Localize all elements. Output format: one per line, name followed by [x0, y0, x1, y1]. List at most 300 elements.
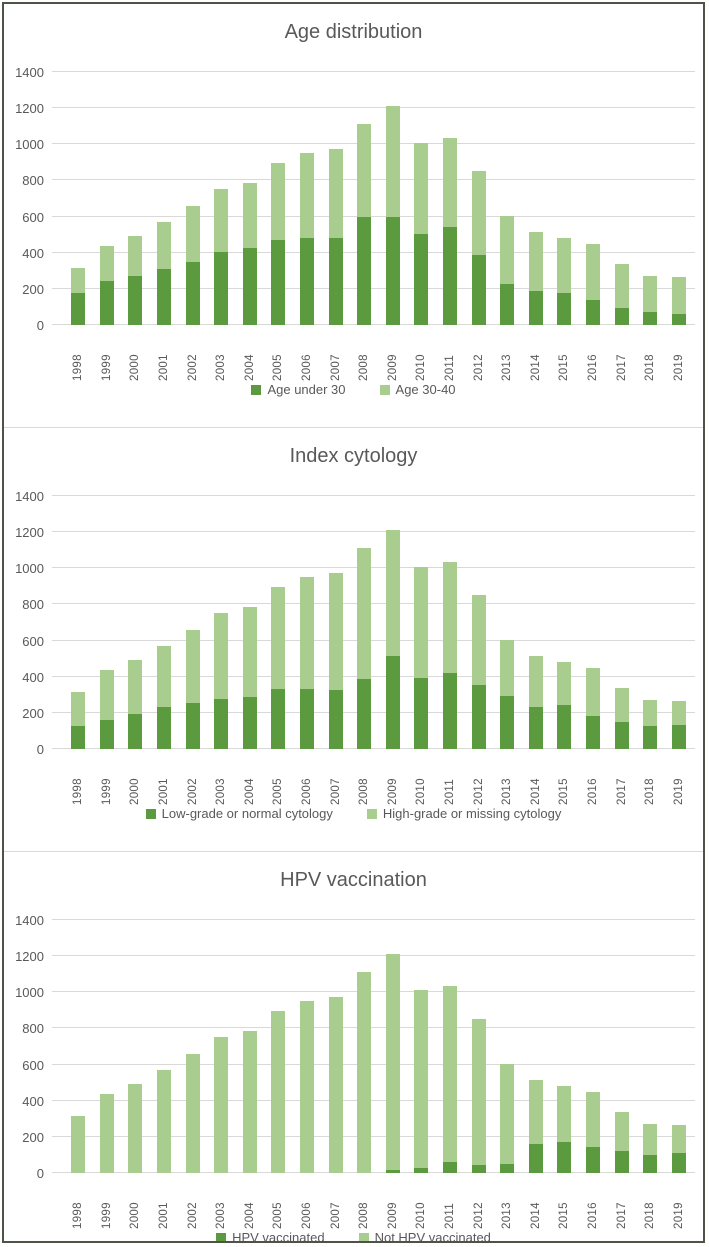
stacked-bar [643, 700, 657, 749]
bar-segment [586, 1092, 600, 1147]
x-axis-label: 2017 [615, 354, 628, 381]
bar-segment [100, 1094, 114, 1174]
x-axis-label: 2004 [243, 1202, 256, 1229]
bar-segment [529, 656, 543, 708]
y-axis-label: 1000 [15, 137, 44, 153]
stacked-bar [586, 1092, 600, 1173]
bar-segment [243, 183, 257, 248]
stacked-bar [586, 244, 600, 325]
bar-segment [672, 314, 686, 325]
x-axis-label: 2006 [301, 1202, 314, 1229]
bar-segment [472, 1165, 486, 1173]
x-axis-tick [664, 325, 693, 381]
bar-segment [300, 577, 314, 689]
stacked-bar [214, 613, 228, 749]
bar-segment [329, 690, 343, 749]
x-axis-label: 2017 [615, 1202, 628, 1229]
legend-item [216, 1230, 325, 1243]
bar-segment [443, 562, 457, 673]
x-axis-tick [636, 325, 665, 381]
x-axis-label: 2013 [501, 778, 514, 805]
chart-panel-hpv-vaccination [4, 866, 703, 1243]
bar-segment [214, 252, 228, 325]
bar-column [436, 562, 465, 749]
bar-segment [128, 660, 142, 714]
x-axis-tick [607, 325, 636, 381]
y-axis-label: 1000 [15, 561, 44, 577]
stacked-bar [100, 246, 114, 326]
stacked-bar [643, 276, 657, 325]
x-axis-tick [436, 749, 465, 805]
legend-swatch-icon [380, 385, 390, 395]
bar-column [664, 701, 693, 749]
bar-segment [186, 630, 200, 703]
bar-segment [271, 689, 285, 749]
y-axis [4, 913, 52, 1181]
stacked-bar [300, 1001, 314, 1173]
stacked-bar [71, 268, 85, 325]
bar-segment [500, 1064, 514, 1164]
x-axis-label: 2006 [301, 354, 314, 381]
y-axis-label: 800 [22, 597, 44, 613]
bar-segment [557, 293, 571, 325]
x-axis-label: 1998 [72, 1202, 85, 1229]
x-axis-label: 2006 [301, 778, 314, 805]
x-axis-tick [407, 325, 436, 381]
x-axis-tick [236, 749, 265, 805]
x-axis-label: 2019 [672, 778, 685, 805]
x-axis-tick [293, 749, 322, 805]
x-axis-label: 2011 [444, 355, 457, 381]
y-axis-label: 200 [22, 281, 44, 297]
bar-segment [414, 234, 428, 325]
bar-segment [672, 1125, 686, 1153]
bar-column [321, 573, 350, 749]
stacked-bar [157, 1070, 171, 1173]
bar-segment [300, 1001, 314, 1173]
x-axis-label: 2018 [644, 778, 657, 805]
x-axis-tick [464, 749, 493, 805]
x-axis [52, 749, 703, 805]
bar-column [321, 997, 350, 1173]
bar-column [121, 1084, 150, 1173]
stacked-bar [357, 548, 371, 749]
bar-segment [557, 1086, 571, 1142]
bar-column [550, 238, 579, 325]
bar-segment [414, 678, 428, 749]
x-axis-tick [522, 1173, 551, 1229]
bar-segment [157, 222, 171, 269]
bar-segment [500, 216, 514, 285]
bar-column [464, 1019, 493, 1173]
x-axis-tick [636, 749, 665, 805]
y-axis-label: 1200 [15, 525, 44, 541]
bar-column [178, 630, 207, 749]
x-axis-label: 2015 [558, 778, 571, 805]
x-axis-label: 1998 [72, 778, 85, 805]
x-axis-label: 1998 [72, 354, 85, 381]
bar-column [407, 990, 436, 1173]
y-axis-label: 0 [36, 1166, 44, 1181]
bar-column [407, 567, 436, 750]
y-axis-label: 0 [36, 742, 44, 757]
x-axis-tick [464, 325, 493, 381]
bar-segment [357, 217, 371, 325]
stacked-bar [529, 1080, 543, 1173]
x-axis-tick [464, 1173, 493, 1229]
bar-column [293, 153, 322, 325]
bar-column [379, 954, 408, 1173]
x-axis-tick [293, 325, 322, 381]
stacked-bar [128, 236, 142, 325]
x-axis-label: 2003 [215, 354, 228, 381]
bar-column [121, 236, 150, 325]
stacked-bar [157, 222, 171, 325]
x-axis-tick [64, 325, 93, 381]
x-axis-tick [493, 749, 522, 805]
stacked-bar [414, 143, 428, 326]
stacked-bar [128, 1084, 142, 1173]
bar-segment [214, 1037, 228, 1173]
stacked-bar [414, 990, 428, 1173]
bar-segment [357, 548, 371, 679]
y-axis-label: 400 [22, 245, 44, 261]
bar-segment [157, 1070, 171, 1173]
bar-column [379, 530, 408, 749]
x-axis-tick [664, 1173, 693, 1229]
x-axis-label: 2008 [358, 1202, 371, 1229]
bar-segment [243, 248, 257, 325]
x-axis-tick [264, 325, 293, 381]
legend-item [146, 806, 333, 821]
x-axis-tick [407, 1173, 436, 1229]
x-axis-label: 2013 [501, 354, 514, 381]
bar-segment [500, 284, 514, 325]
stacked-bar [529, 232, 543, 325]
x-axis-label: 2010 [415, 1202, 428, 1229]
y-axis-label: 400 [22, 669, 44, 685]
legend-item [380, 382, 456, 397]
y-axis-label: 1200 [15, 949, 44, 965]
chart-legend [4, 806, 703, 821]
x-axis-label: 2012 [472, 354, 485, 381]
plot-area [52, 920, 695, 1173]
x-axis-tick [607, 1173, 636, 1229]
x-axis-tick [350, 1173, 379, 1229]
bar-segment [300, 153, 314, 238]
bar-segment [71, 268, 85, 293]
bar-segment [643, 726, 657, 749]
bar-segment [71, 692, 85, 726]
bars-container [64, 72, 693, 325]
bar-segment [557, 705, 571, 749]
stacked-bar [357, 124, 371, 325]
bar-segment [100, 720, 114, 749]
x-axis-label: 2003 [215, 1202, 228, 1229]
x-axis-tick [350, 325, 379, 381]
bar-segment [100, 281, 114, 325]
stacked-bar [71, 692, 85, 749]
stacked-bar [615, 264, 629, 325]
stacked-bar [500, 216, 514, 325]
x-axis-tick [93, 325, 122, 381]
x-axis-tick [207, 325, 236, 381]
bar-segment [243, 697, 257, 749]
stacked-bar [243, 607, 257, 749]
bar-column [636, 276, 665, 325]
bar-column [150, 222, 179, 325]
bar-segment [557, 1142, 571, 1173]
bar-segment [357, 679, 371, 749]
x-axis-label: 2008 [358, 778, 371, 805]
stacked-bar [329, 573, 343, 749]
stacked-bar [300, 577, 314, 749]
bar-segment [615, 722, 629, 749]
bar-column [121, 660, 150, 749]
bar-segment [414, 1168, 428, 1173]
bar-segment [472, 685, 486, 749]
bar-segment [529, 232, 543, 291]
x-axis-label: 2000 [129, 778, 142, 805]
x-axis-tick [493, 1173, 522, 1229]
x-axis [52, 325, 703, 381]
y-axis [4, 489, 52, 757]
y-axis-label: 1000 [15, 985, 44, 1001]
y-axis-label: 400 [22, 1093, 44, 1109]
x-axis-label: 2013 [501, 1202, 514, 1229]
bar-segment [214, 189, 228, 252]
stacked-bar [128, 660, 142, 749]
x-axis-label: 2004 [243, 778, 256, 805]
bar-segment [615, 688, 629, 722]
x-axis-label: 2008 [358, 354, 371, 381]
x-axis-label: 2012 [472, 1202, 485, 1229]
bar-column [464, 595, 493, 749]
bar-segment [443, 227, 457, 325]
bar-column [522, 656, 551, 749]
bar-segment [271, 163, 285, 240]
x-axis-tick [550, 749, 579, 805]
x-axis-label: 2010 [415, 778, 428, 805]
bar-segment [643, 1124, 657, 1155]
bar-column [522, 232, 551, 325]
chart-legend [4, 382, 703, 397]
x-axis-tick [207, 1173, 236, 1229]
bar-column [64, 692, 93, 749]
x-axis-tick [379, 1173, 408, 1229]
chart-area [4, 65, 703, 333]
bar-column [321, 149, 350, 325]
x-axis-tick [64, 749, 93, 805]
x-axis-tick [93, 1173, 122, 1229]
x-axis-tick [293, 1173, 322, 1229]
bar-segment [128, 236, 142, 277]
bar-column [350, 124, 379, 325]
y-axis-label: 600 [22, 209, 44, 225]
bar-segment [186, 703, 200, 749]
stacked-bar [186, 1054, 200, 1173]
stacked-bar [472, 171, 486, 325]
bar-segment [443, 138, 457, 227]
x-axis-label: 2002 [186, 1202, 199, 1229]
bar-column [493, 216, 522, 325]
stacked-bar [443, 138, 457, 325]
y-axis-label: 800 [22, 1021, 44, 1037]
bar-segment [271, 587, 285, 689]
legend-swatch-icon [216, 1233, 226, 1243]
stacked-bar [271, 587, 285, 749]
stacked-bar [643, 1124, 657, 1173]
x-axis-tick [150, 1173, 179, 1229]
bar-column [64, 268, 93, 325]
x-axis-tick [436, 325, 465, 381]
bar-column [636, 700, 665, 749]
x-axis-tick [178, 325, 207, 381]
bar-column [579, 244, 608, 325]
x-axis-label: 2005 [272, 354, 285, 381]
x-axis-label: 2005 [272, 1202, 285, 1229]
x-axis-tick [264, 1173, 293, 1229]
bar-segment [586, 1147, 600, 1173]
bar-segment [357, 972, 371, 1173]
bar-segment [386, 217, 400, 325]
x-axis-tick [664, 749, 693, 805]
bar-column [293, 1001, 322, 1173]
x-axis-tick [350, 749, 379, 805]
bar-column [493, 640, 522, 749]
legend-item [251, 382, 345, 397]
legend-swatch-icon [251, 385, 261, 395]
stacked-bar [157, 646, 171, 749]
stacked-bar [500, 640, 514, 749]
bar-column [207, 189, 236, 325]
x-axis-label: 2007 [329, 778, 342, 805]
bar-segment [672, 1153, 686, 1173]
x-axis-label: 2011 [444, 779, 457, 805]
bar-segment [472, 171, 486, 254]
bar-column [93, 246, 122, 326]
stacked-bar [271, 1011, 285, 1173]
bar-segment [500, 640, 514, 696]
chart-area [4, 489, 703, 757]
stacked-bar [329, 997, 343, 1173]
bar-segment [386, 1170, 400, 1173]
bar-segment [643, 700, 657, 725]
bar-segment [186, 1054, 200, 1173]
bar-column [379, 106, 408, 325]
x-axis-label: 2018 [644, 1202, 657, 1229]
bar-column [607, 264, 636, 325]
legend-item [367, 806, 561, 821]
x-axis-label: 2007 [329, 354, 342, 381]
chart-panel-age-distribution [4, 18, 703, 428]
bar-segment [243, 1031, 257, 1173]
bar-column [407, 143, 436, 326]
bar-segment [643, 276, 657, 312]
x-axis-tick [550, 325, 579, 381]
bar-segment [672, 701, 686, 724]
bar-segment [214, 613, 228, 700]
bar-segment [529, 707, 543, 749]
stacked-bar [214, 1037, 228, 1173]
stacked-bar [529, 656, 543, 749]
bar-segment [557, 662, 571, 704]
x-axis-tick [321, 749, 350, 805]
legend-swatch-icon [367, 809, 377, 819]
x-axis-label: 2002 [186, 778, 199, 805]
stacked-bar [100, 670, 114, 750]
bar-column [522, 1080, 551, 1173]
bar-segment [157, 646, 171, 707]
y-axis-label: 1400 [15, 65, 44, 80]
bar-segment [529, 1144, 543, 1173]
legend-swatch-icon [359, 1233, 369, 1243]
bar-segment [615, 308, 629, 325]
bar-segment [271, 240, 285, 325]
bars-container [64, 496, 693, 749]
stacked-bar [214, 189, 228, 325]
bar-column [436, 138, 465, 325]
stacked-bar [672, 277, 686, 325]
bar-segment [100, 670, 114, 721]
legend-label: Age under 30 [267, 382, 346, 397]
bar-segment [386, 106, 400, 216]
legend-label: Not HPV vaccinated [374, 1230, 491, 1243]
stacked-bar [443, 986, 457, 1173]
stacked-bar [329, 149, 343, 325]
plot-area [52, 72, 695, 325]
bar-column [350, 972, 379, 1173]
x-axis-tick [236, 1173, 265, 1229]
bar-column [550, 662, 579, 749]
x-axis-tick [236, 325, 265, 381]
chart-title: HPV vaccination [280, 869, 427, 891]
x-axis-tick [64, 1173, 93, 1229]
y-axis-label: 800 [22, 173, 44, 189]
bar-segment [329, 573, 343, 690]
bar-column [579, 668, 608, 749]
x-axis-tick [636, 1173, 665, 1229]
x-axis-tick [178, 749, 207, 805]
x-axis-label: 2003 [215, 778, 228, 805]
bar-segment [386, 656, 400, 749]
bar-segment [500, 696, 514, 749]
x-axis-tick [93, 749, 122, 805]
bar-column [607, 688, 636, 749]
bar-column [207, 1037, 236, 1173]
bar-column [93, 1094, 122, 1174]
y-axis-label: 1400 [15, 913, 44, 928]
x-axis-label: 2018 [644, 354, 657, 381]
stacked-bar [386, 530, 400, 749]
bar-segment [529, 1080, 543, 1144]
bar-segment [300, 238, 314, 325]
bar-column [664, 1125, 693, 1173]
bar-segment [300, 689, 314, 749]
x-axis-label: 1999 [100, 778, 113, 805]
bar-segment [500, 1164, 514, 1173]
stacked-bar [557, 662, 571, 749]
bar-segment [443, 673, 457, 749]
bar-column [350, 548, 379, 749]
x-axis-tick [264, 749, 293, 805]
stacked-bar [300, 153, 314, 325]
x-axis-label: 2000 [129, 354, 142, 381]
bar-segment [386, 530, 400, 656]
bar-segment [128, 1084, 142, 1173]
x-axis-tick [579, 1173, 608, 1229]
bar-column [579, 1092, 608, 1173]
